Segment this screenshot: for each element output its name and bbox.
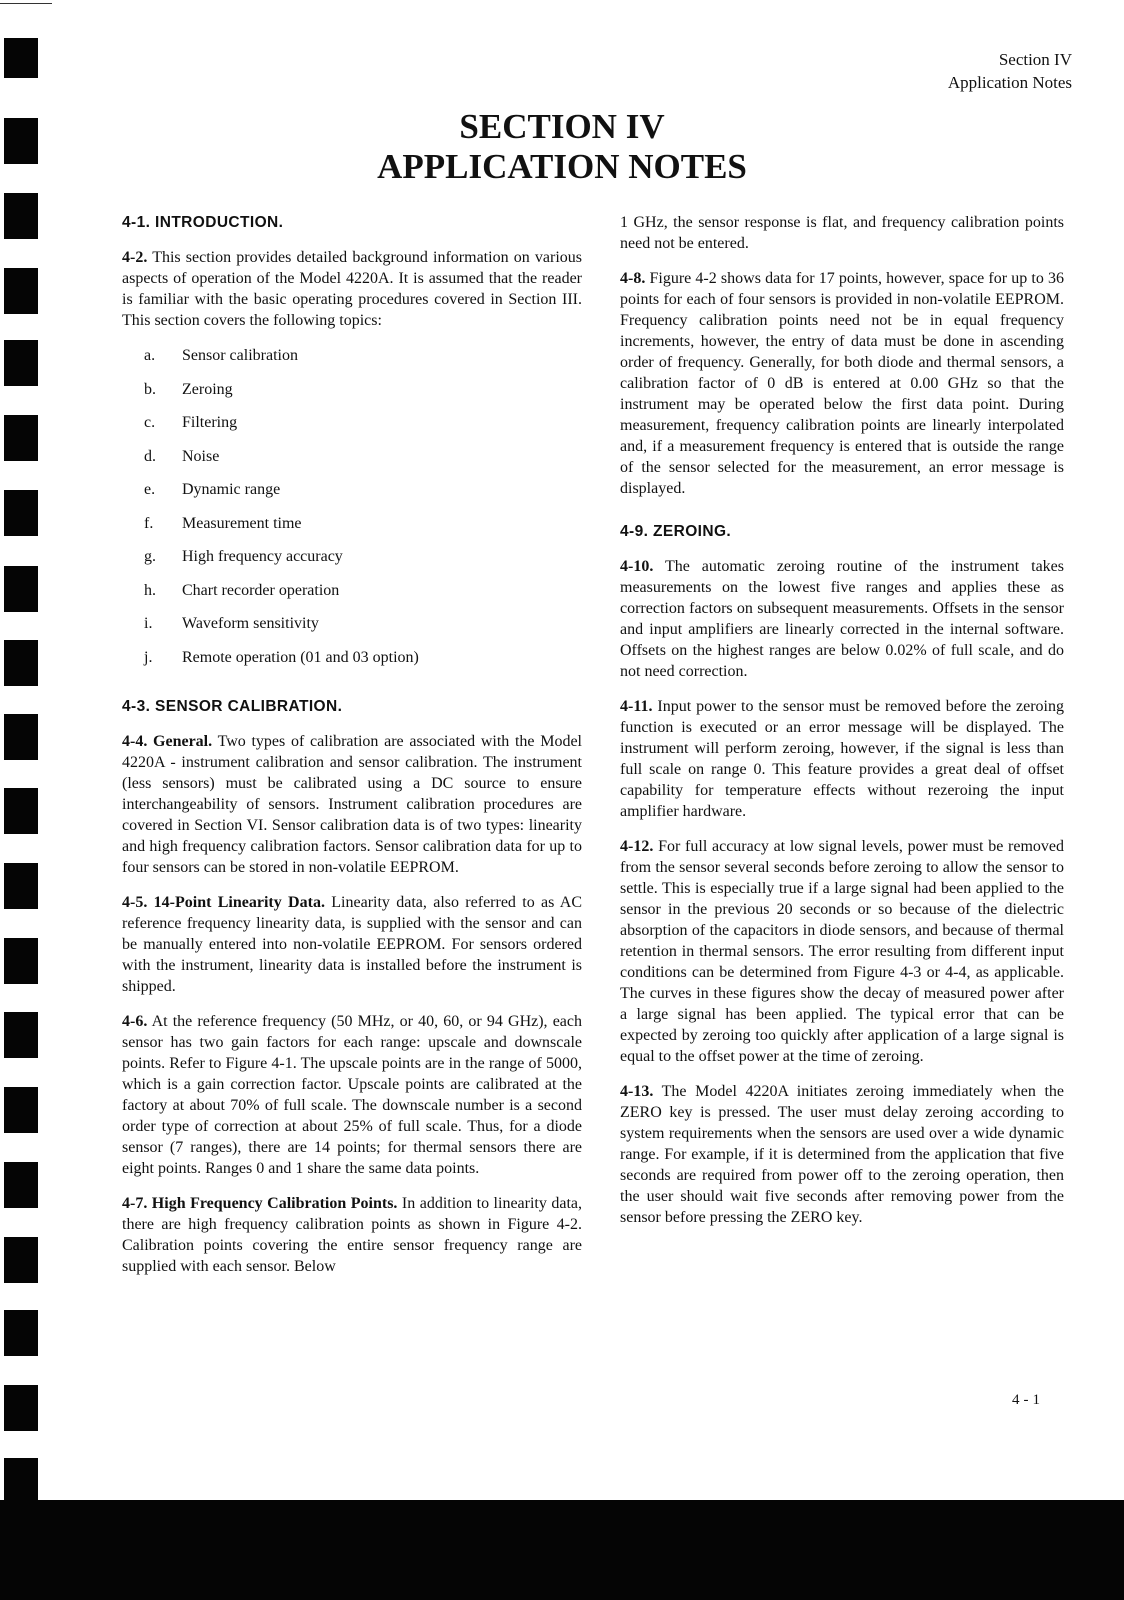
list-item-letter: d. xyxy=(144,447,156,465)
list-item-text: Zeroing xyxy=(182,380,233,398)
list-item-letter: e. xyxy=(144,481,156,498)
list-item xyxy=(122,446,582,480)
paragraph-4-10 xyxy=(620,556,1064,682)
heading-zeroing: 4-9. ZEROING. xyxy=(620,523,732,540)
paragraph-4-8 xyxy=(620,268,1064,499)
topic-list xyxy=(122,345,582,680)
paragraph-text: The Model 4220A initiates zeroing immediately when the ZERO key is pressed. The user must delay zeroing according to system requirements when the sensors are used over a wide dynamic range. For example, if it is determined from the application that five seconds are required from power off to the zeroing operation, then the user should wait five seconds after removing power from the sensor before pressing the ZERO key. xyxy=(620,1083,1064,1226)
list-item-text: Sensor calibration xyxy=(182,347,298,364)
right-column xyxy=(620,212,1064,1242)
paragraph-4-7-continued: 1 GHz, the sensor response is flat, and frequency calibration points need not be entered. xyxy=(620,214,1064,252)
paragraph-text: Input power to the sensor must be removed before the zeroing function is executed or an error message will be displayed. The instrument will perform zeroing, however, if the signal is less than full scale on range 0. This feature provides a great deal of offset capability for temperature effects without rezeroing the input amplifier hardware. xyxy=(620,698,1065,820)
list-item xyxy=(122,479,582,513)
paragraph-heading: 4-5. 14-Point Linearity Data. xyxy=(122,894,325,911)
list-item-letter: h. xyxy=(144,581,156,599)
running-head-section: Section IV xyxy=(998,50,1072,69)
section-subtitle: APPLICATION NOTES xyxy=(377,147,747,186)
list-item-text: High frequency accuracy xyxy=(182,548,343,565)
paragraph-text: Two types of calibration are associated with the Model 4220A - instrument calibration and sensor calibration. The instrument (less sensors) must be calibrated using a DC source to ensure interchangeability of sensors. Instrument calibration procedures are covered in Section VI. Sensor calibration data is of two types: linearity and high frequency calibration factors. Sensor calibration data for up to four sensors can be stored in non-volatile EEPROM. xyxy=(122,733,582,876)
list-item-text: Chart recorder operation xyxy=(182,581,340,599)
running-head xyxy=(948,48,1072,94)
list-item xyxy=(122,345,582,379)
list-item-letter: c. xyxy=(144,414,156,431)
scan-bottom-edge xyxy=(0,1500,1124,1600)
paragraph-number: 4-8. xyxy=(620,270,646,287)
spiral-binding xyxy=(0,0,40,1500)
list-item-letter: f. xyxy=(144,514,154,532)
paragraph-4-6 xyxy=(122,1011,582,1179)
paragraph-text: The automatic zeroing routine of the instrument takes measurements on the lowest five ranges and applies these as correction factors on subsequent measurements. Offsets in the sensor and input amplifiers are linearly corrected in the internal software. Offsets on the highest ranges are below 0.02% of full scale, and do not need correction. xyxy=(620,558,1064,680)
paragraph-4-5 xyxy=(122,892,582,997)
list-item-text: Waveform sensitivity xyxy=(182,615,319,632)
list-item-text: Remote operation (01 and 03 option) xyxy=(182,648,419,666)
paragraph-4-11 xyxy=(620,696,1064,822)
paragraph-4-4 xyxy=(122,731,582,878)
list-item xyxy=(122,379,582,413)
list-item-text: Noise xyxy=(182,447,220,465)
section-title: SECTION IV xyxy=(459,107,665,146)
list-item-letter: g. xyxy=(144,548,156,565)
list-item xyxy=(122,412,582,446)
paragraph-number: 4-11. xyxy=(620,698,653,715)
paragraph-number: 4-6. xyxy=(122,1013,148,1030)
heading-sensor-calibration: 4-3. SENSOR CALIBRATION. xyxy=(122,698,343,715)
paragraph-text: Linearity data, also referred to as AC reference frequency linearity data, is supplied with the sensor and can be manually entered into non-volatile EEPROM. For sensors ordered with the instrument, linearity data is installed before the instrument is shipped. xyxy=(122,894,583,995)
page-number: 4-1 xyxy=(1012,1392,1044,1408)
list-item-letter: i. xyxy=(144,615,153,632)
left-column xyxy=(122,212,582,1291)
paragraph-number: 4-13. xyxy=(620,1083,654,1100)
list-item-text: Measurement time xyxy=(182,514,302,532)
list-item-letter: a. xyxy=(144,347,156,364)
list-item xyxy=(122,613,582,647)
paragraph-4-2 xyxy=(122,247,582,331)
heading-introduction: 4-1. INTRODUCTION. xyxy=(122,214,284,231)
list-item xyxy=(122,647,582,681)
paragraph-4-12 xyxy=(620,836,1064,1067)
paragraph-text: At the reference frequency (50 MHz, or 40, 60, or 94 GHz), each sensor has two gain factors for each range: upscale and downscale points. Refer to Figure 4-1. The upscale points are in the range of 5000, which is a gain correction factor. Upscale points are calibrated at the factory at about 70% of full scale. The downscale number is a second order type of correction at about 25% of full scale. Thus, for a diode sensor (7 ranges), there are 14 points; for thermal sensors there are eight points. Ranges 0 and 1 share the same data points. xyxy=(122,1013,582,1177)
list-item xyxy=(122,546,582,580)
list-item-letter: j. xyxy=(144,648,153,666)
paragraph-heading: 4-4. General. xyxy=(122,733,213,750)
paragraph-heading: 4-7. High Frequency Calibration Points. xyxy=(122,1195,398,1212)
running-head-title: Application Notes xyxy=(947,73,1072,92)
paragraph-number: 4-12. xyxy=(620,838,654,855)
paragraph-4-7 xyxy=(122,1193,582,1277)
list-item xyxy=(122,580,582,614)
list-item-text: Dynamic range xyxy=(182,481,281,498)
list-item xyxy=(122,513,582,547)
paragraph-number: 4-2. xyxy=(122,249,148,266)
paragraph-text: This section provides detailed background information on various aspects of operation of the Model 4220A. It is assumed that the reader is familiar with the basic operating procedures covered in Section III. This section covers the following topics: xyxy=(122,249,582,329)
paragraph-4-13 xyxy=(620,1081,1064,1228)
paragraph-text: In addition to linearity data, there are high frequency calibration points as shown in Figure 4-2. Calibration points covering the entire sensor frequency range are supplied with each sensor. Below xyxy=(122,1195,583,1275)
list-item-text: Filtering xyxy=(182,414,238,431)
paragraph-text: Figure 4-2 shows data for 17 points, however, space for up to 36 points for each of four sensors is provided in non-volatile EEPROM. Frequency calibration points need not be in equal frequency increments, however, the entry of data must be done in ascending order of frequency. Generally, for both diode and thermal sensors, a calibration factor of 0 dB is entered at 0.00 GHz so that the instrument may be operated below the first data point. During measurement, frequency calibration points are linearly interpolated and, if a measurement frequency is entered that is outside the range of the sensor selected for the measurement, an error message is displayed. xyxy=(620,270,1065,497)
paragraph-number: 4-10. xyxy=(620,558,654,575)
list-item-letter: b. xyxy=(144,380,156,398)
paragraph-text: For full accuracy at low signal levels, power must be removed from the sensor several seconds before zeroing to allow the sensor to settle. This is especially true if a large signal had been applied to the sensor in the previous 20 seconds or so because of the dielectric absorption of the capacitors in diode sensors, and because of thermal retention in thermal sensors. The error resulting from different input conditions can be determined from Figure 4-3 or 4-4, as applicable. The curves in these figures show the decay of measured power after a large signal has been applied. The typical error that can be expected by zeroing too quickly after application of a large signal is equal to the offset power at the time of zeroing. xyxy=(620,838,1065,1065)
